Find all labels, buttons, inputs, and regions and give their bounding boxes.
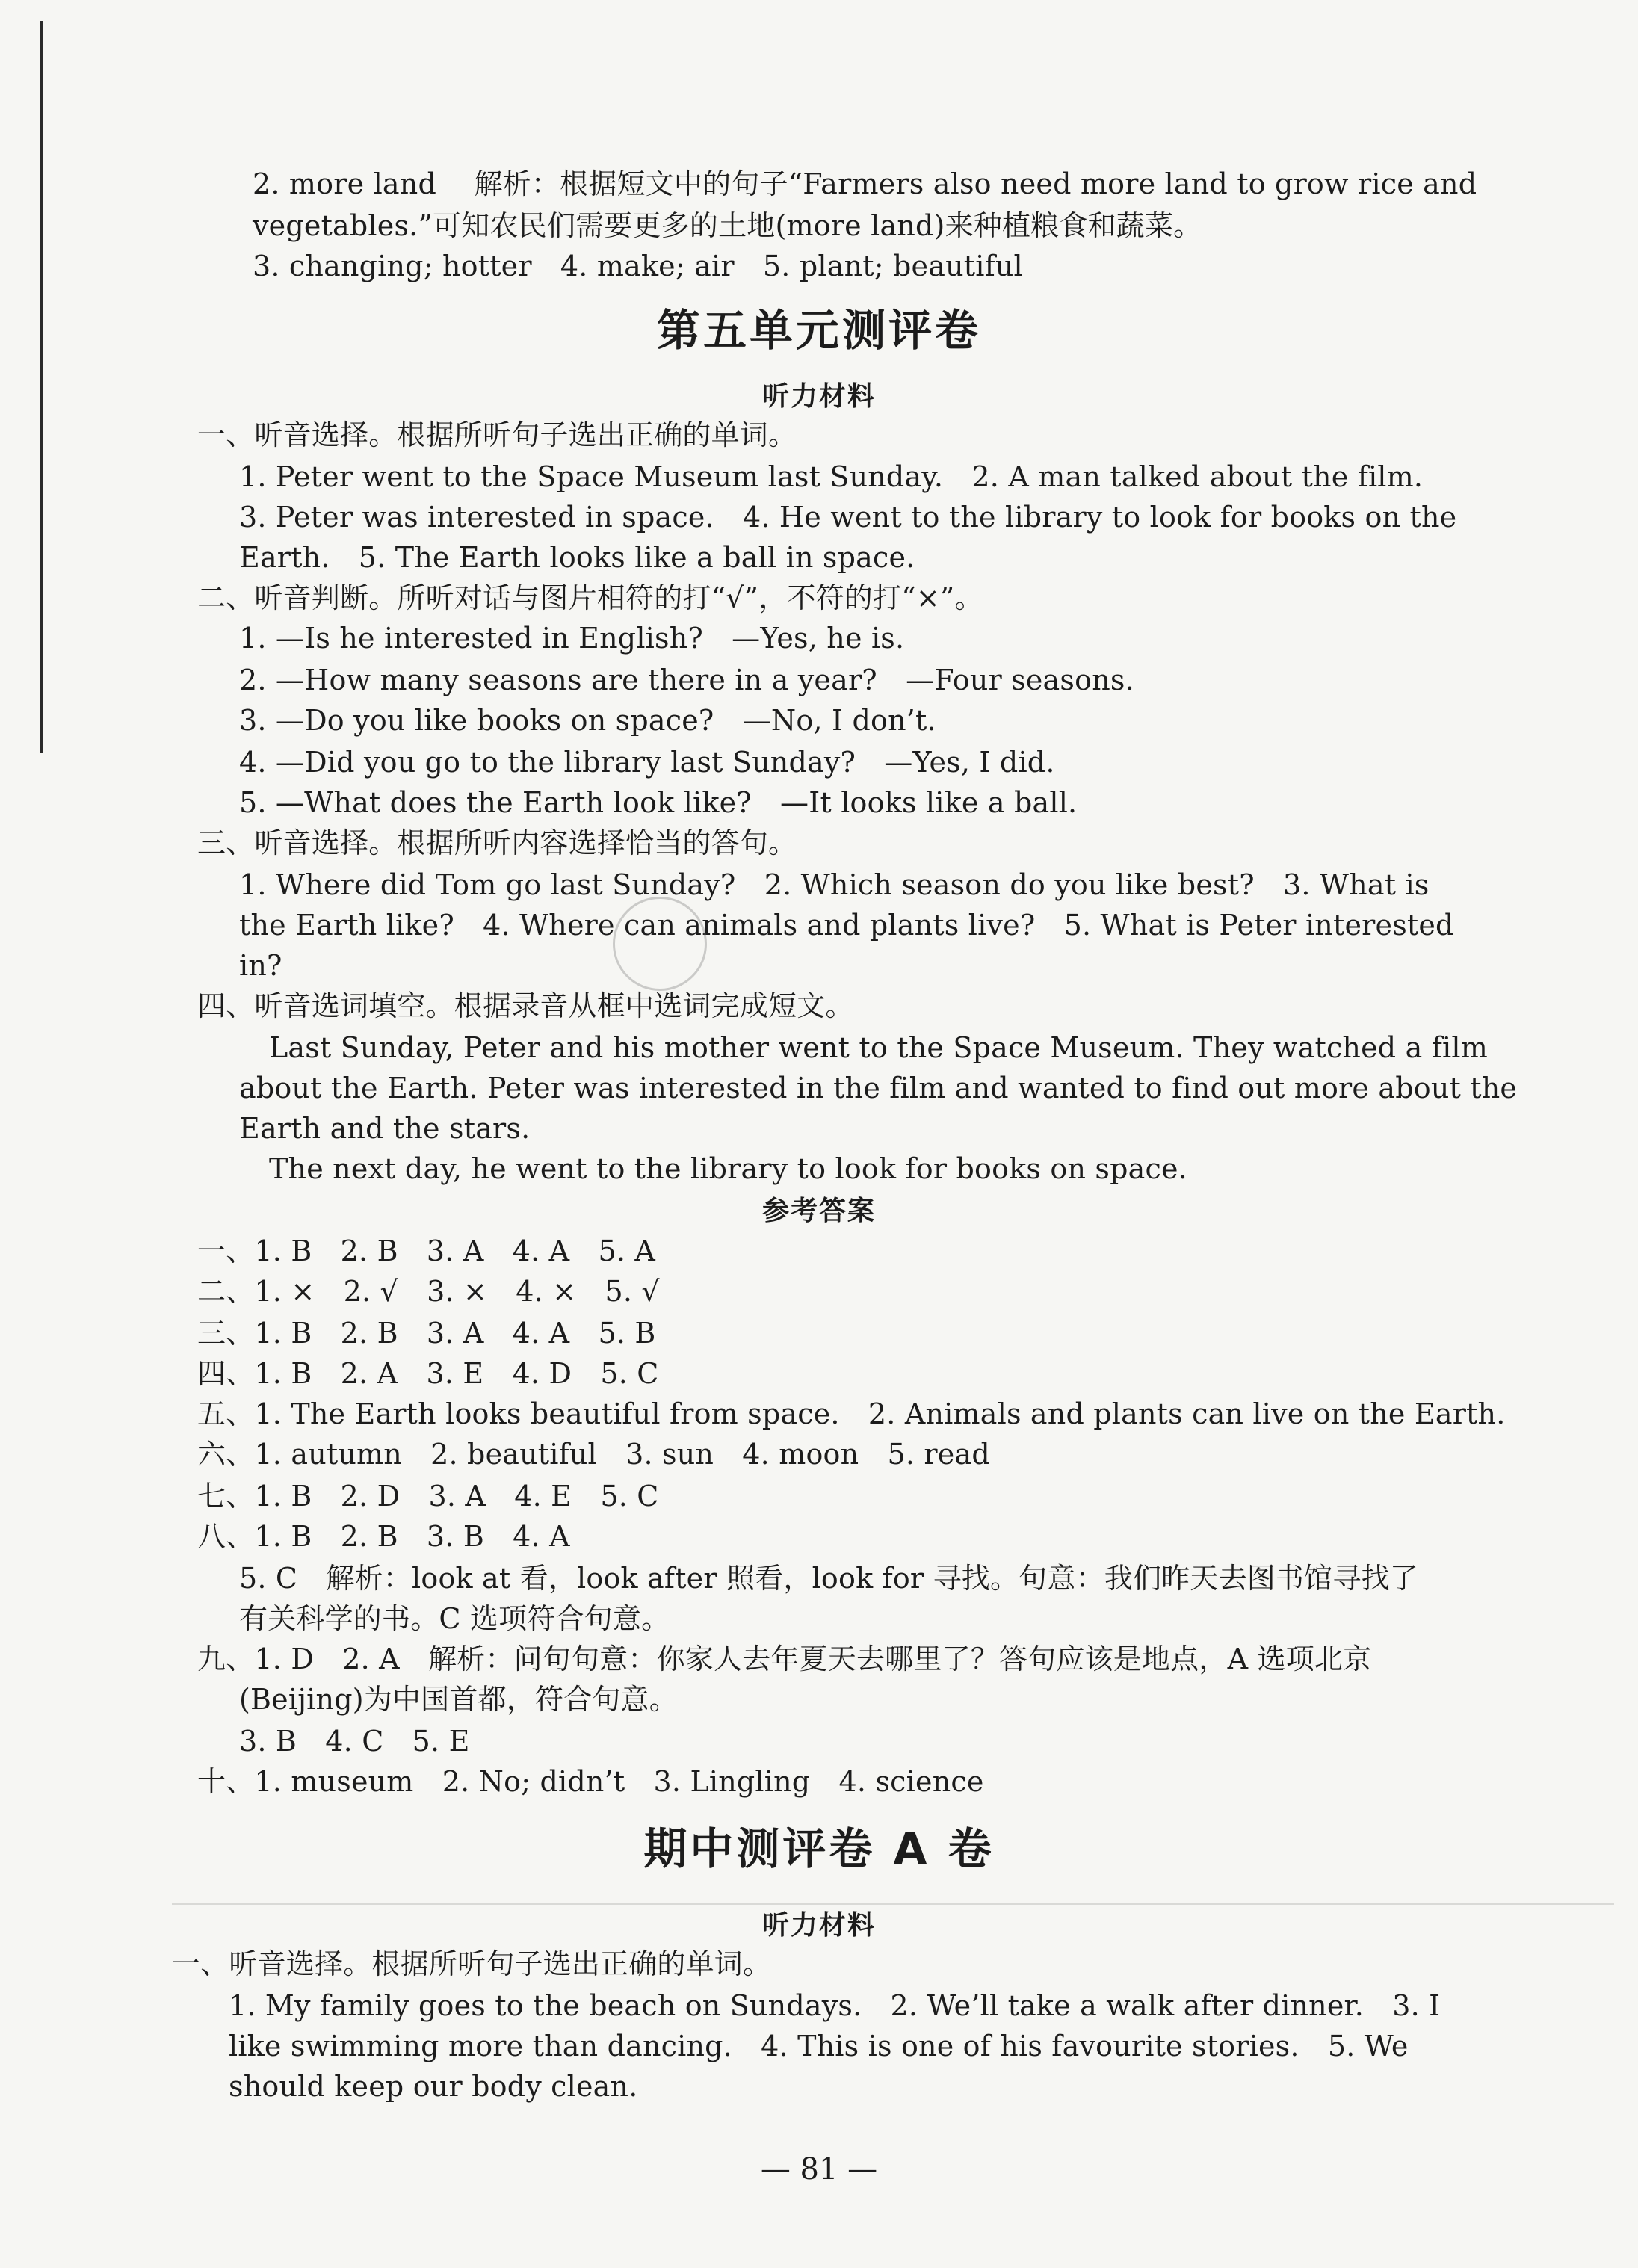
unit5-sec1-line-3: Earth. 5. The Earth looks like a ball in space. <box>239 541 915 574</box>
unit5-sec4-heading: 四、听音选词填空。根据录音从框中选词完成短文。 <box>197 989 854 1022</box>
unit5-sec4-line-1: Last Sunday, Peter and his mother went to the Space Museum. They watched a film <box>269 1031 1488 1064</box>
midterm-title: 期中测评卷 A 卷 <box>643 1823 995 1874</box>
midterm-sec1-heading: 一、听音选择。根据所听句子选出正确的单词。 <box>172 1947 772 1980</box>
unit5-answer-10: 十、1. museum 2. No; didn’t 3. Lingling 4. science <box>197 1765 984 1798</box>
unit5-title: 第五单元测评卷 <box>656 305 981 356</box>
unit5-sec2-line-5: 5. —What does the Earth look like? —It looks like a ball. <box>239 786 1078 819</box>
unit5-answer-9-line-2: (Beijing)为中国首都，符合句意。 <box>239 1683 678 1716</box>
unit5-answer-8-line-2: 5. C 解析：look at 看，look after 照看，look for 寻找。句意：我们昨天去图书馆寻找了 <box>239 1562 1418 1595</box>
unit5-sec3-line-1: 1. Where did Tom go last Sunday? 2. Which season do you like best? 3. What is <box>239 868 1430 901</box>
unit5-sec4-line-4: The next day, he went to the library to look for books on space. <box>269 1152 1187 1185</box>
unit5-answers-heading: 参考答案 <box>761 1196 876 1226</box>
unit5-listening-heading: 听力材料 <box>761 381 876 412</box>
unit5-sec2-line-2: 2. —How many seasons are there in a year? —Four seasons. <box>239 664 1134 696</box>
unit5-sec1-line-2: 3. Peter was interested in space. 4. He went to the library to look for books on the <box>239 501 1457 534</box>
top-answer-line-3: 3. changing; hotter 4. make; air 5. plant; beautiful <box>253 250 1023 282</box>
unit5-sec1-line-1: 1. Peter went to the Space Museum last Sunday. 2. A man talked about the film. <box>239 460 1424 493</box>
unit5-answer-8-line-3: 有关科学的书。C 选项符合句意。 <box>239 1602 670 1635</box>
unit5-sec1-heading: 一、听音选择。根据所听句子选出正确的单词。 <box>197 418 797 451</box>
midterm-sec1-line-3: should keep our body clean. <box>229 2070 638 2103</box>
unit5-answer-5: 五、1. The Earth looks beautiful from space. 2. Animals and plants can live on the Earth. <box>197 1397 1506 1430</box>
midterm-sec1-line-2: like swimming more than dancing. 4. This is one of his favourite stories. 5. We <box>229 2030 1409 2062</box>
top-answer-line-1: 2. more land 解析：根据短文中的句子“Farmers also need more land to grow rice and <box>253 167 1477 200</box>
unit5-answer-9-line-3: 3. B 4. C 5. E <box>239 1725 470 1758</box>
unit5-sec2-heading: 二、听音判断。所听对话与图片相符的打“√”，不符的打“×”。 <box>197 581 983 614</box>
unit5-sec4-line-3: Earth and the stars. <box>239 1112 531 1145</box>
unit5-answer-8: 八、1. B 2. B 3. B 4. A <box>197 1520 570 1553</box>
unit5-sec2-line-4: 4. —Did you go to the library last Sunday? —Yes, I did. <box>239 746 1055 779</box>
unit5-answer-1: 一、1. B 2. B 3. A 4. A 5. A <box>197 1235 656 1267</box>
page-number: — 81 — <box>760 2152 878 2187</box>
page-divider <box>172 1903 1614 1905</box>
unit5-sec3-heading: 三、听音选择。根据所听内容选择恰当的答句。 <box>197 826 797 859</box>
stamp-icon <box>613 897 707 991</box>
midterm-listening-heading: 听力材料 <box>761 1910 876 1941</box>
unit5-answer-7: 七、1. B 2. D 3. A 4. E 5. C <box>197 1480 659 1512</box>
unit5-answer-9: 九、1. D 2. A 解析：问句句意：你家人去年夏天去哪里了？答句应该是地点，A 选项北京 <box>197 1643 1372 1675</box>
unit5-answer-6: 六、1. autumn 2. beautiful 3. sun 4. moon 5. read <box>197 1438 990 1471</box>
unit5-sec3-line-2: the Earth like? 4. Where can animals and plants live? 5. What is Peter interested <box>239 909 1454 942</box>
unit5-sec2-line-1: 1. —Is he interested in English? —Yes, he is. <box>239 622 905 655</box>
unit5-answer-2: 二、1. × 2. √ 3. × 4. × 5. √ <box>197 1275 660 1308</box>
unit5-sec2-line-3: 3. —Do you like books on space? —No, I don’t. <box>239 704 936 737</box>
midterm-sec1-line-1: 1. My family goes to the beach on Sundays. 2. We’ll take a walk after dinner. 3. I <box>229 1989 1441 2022</box>
unit5-answer-3: 三、1. B 2. B 3. A 4. A 5. B <box>197 1317 656 1350</box>
unit5-answer-4: 四、1. B 2. A 3. E 4. D 5. C <box>197 1357 659 1390</box>
unit5-sec4-line-2: about the Earth. Peter was interested in the film and wanted to find out more about the <box>239 1072 1518 1104</box>
unit5-sec3-line-3: in? <box>239 949 282 982</box>
top-answer-line-2: vegetables.”可知农民们需要更多的土地(more land)来种植粮食和蔬菜。 <box>253 209 1202 242</box>
